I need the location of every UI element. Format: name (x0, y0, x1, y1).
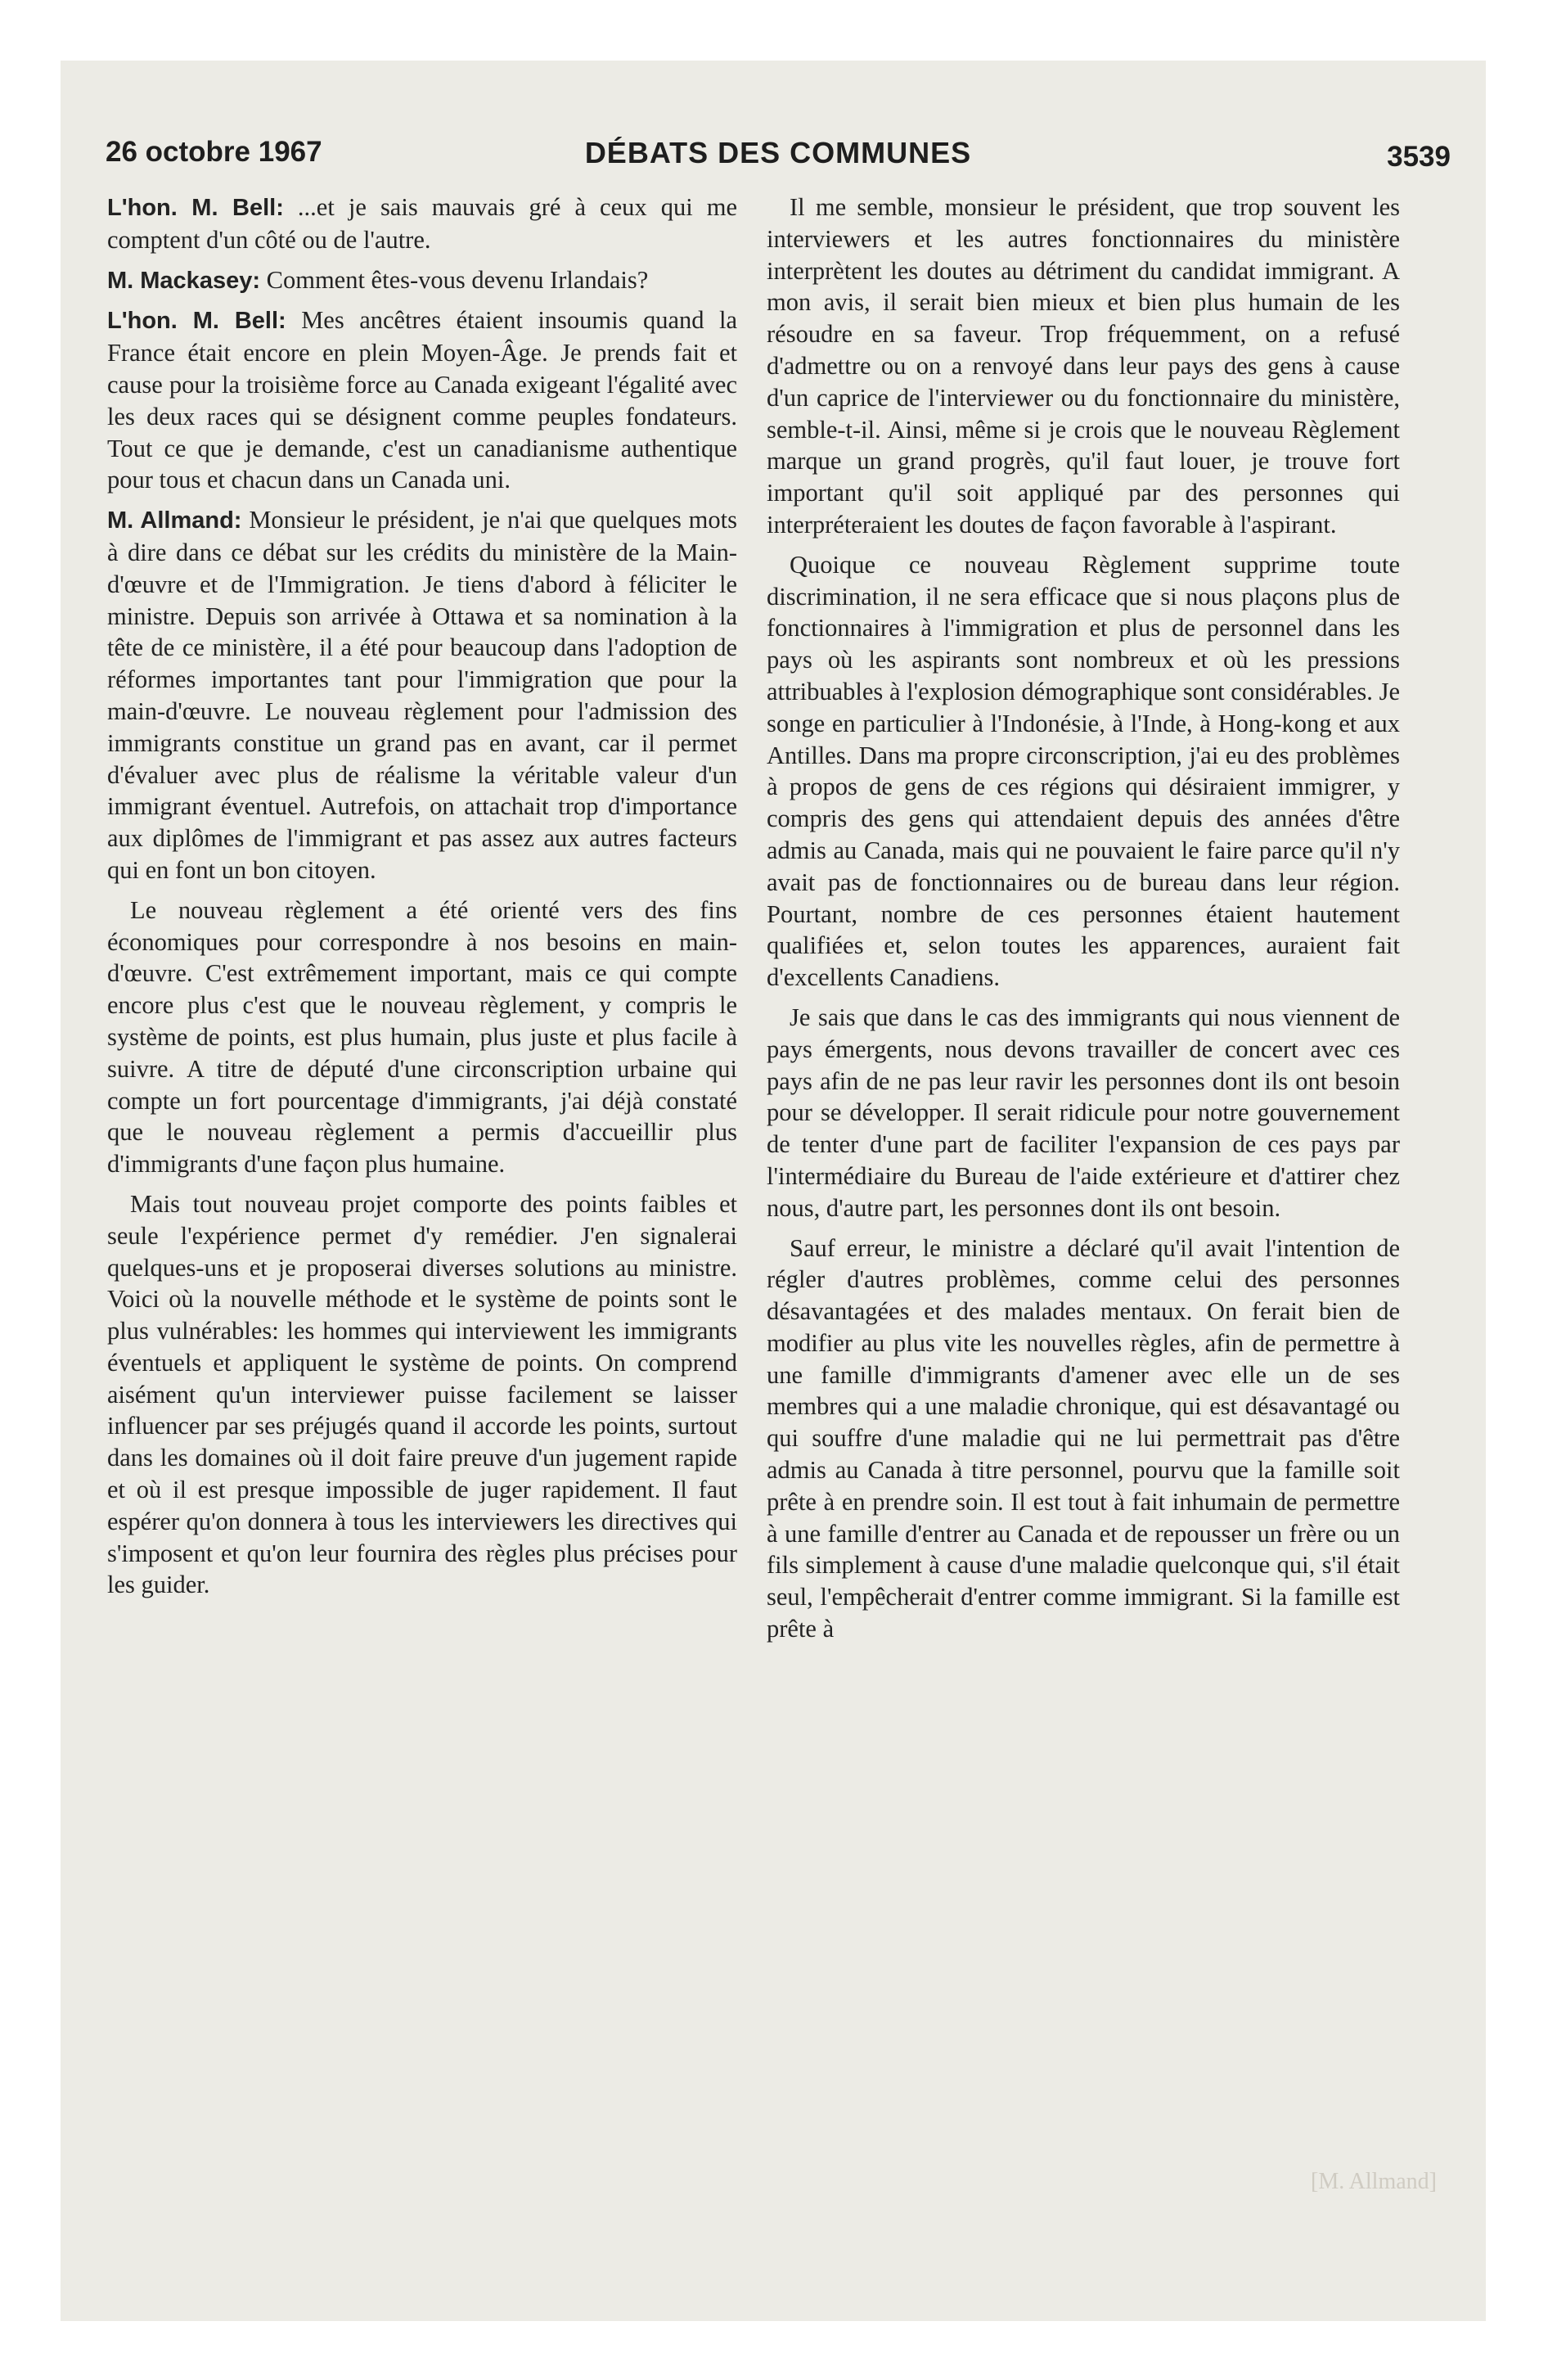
scanned-page (61, 61, 1486, 2321)
paragraph (107, 304, 737, 496)
speaker-name: L'hon. M. Bell: (107, 308, 286, 335)
paragraph (107, 264, 737, 297)
speech-text: Comment êtes-vous devenu Irlandais? (266, 265, 649, 294)
paragraph: Quoique ce nouveau Règlement supprime toute discrimination, il ne sera efficace que si nous plaçons plus de fonctionnaires à l'immigration et plus de personnel dans les pays où les aspirants sont nombreux et où les pressions attribuables à l'explosion démographique sont considérables. Je songe en particulier à l'Indonésie, à l'Inde, à Hong-kong et aux Antilles. Dans ma propre circonscription, j'ai eu des problèmes à propos de gens de ces régions qui désiraient immigrer, y compris des gens qui attendaient depuis des années d'être admis au Canada, mais qui ne pouvaient le faire parce qu'il n'y avait pas de fonctionnaires ou de bureau dans leur région. Pourtant, nombre de ces personnes étaient hautement qualifiées et, selon toutes les apparences, auraient fait d'excellents Canadiens. (767, 550, 1400, 992)
header-date: 26 octobre 1967 (106, 136, 322, 168)
paragraph (107, 192, 737, 256)
paragraph: Il me semble, monsieur le président, que trop souvent les interviewers et les autres fonctionnaires du ministère interprètent les doutes au détriment du candidat immigrant. A mon avis, il serait bien mieux et bien plus humain de les résoudre en sa faveur. Trop fréquemment, on a refusé d'admettre ou on a renvoyé dans leur pays des gens à cause d'un caprice de l'interviewer ou du fonctionnaire du ministère, semble-t-il. Ainsi, même si je crois que le nouveau Règlement marque un grand progrès, qu'il faut louer, je trouve fort important qu'il soit appliqué par des personnes qui interpréteraient les doutes de façon favorable à l'aspirant. (767, 193, 1400, 539)
right-column (767, 192, 1400, 1653)
header-title: DÉBATS DES COMMUNES (584, 136, 972, 169)
speech-text: Mes ancêtres étaient insoumis quand la France était encore en plein Moyen-Âge. Je prends fait et cause pour la troisième force au Canada exigeant l'égalité avec les deux races qui se désignent comme peuples fondateurs. Tout ce que je demande, c'est un canadianisme authentique pour tous et chacun dans un Canada uni. (107, 306, 738, 494)
bleed-through-speaker-note: [M. Allmand] (1311, 2169, 1437, 2194)
paragraph (107, 504, 737, 886)
paragraph: Mais tout nouveau projet comporte des points faibles et seule l'expérience permet d'y remédier. J'en signalerai quelques-uns et je proposerai diverses solutions au ministre. Voici où la nouvelle méthode et le système de points sont le plus vulnérables: les hommes qui interviewent les immigrants éventuels et appliquent le système de points. On comprend aisément qu'un interviewer puisse facilement se laisser influencer par ses préjugés quand il accorde les points, surtout dans les domaines où il doit faire preuve d'un jugement rapide et où il est presque impossible de juger rapidement. Il faut espérer qu'on donnera à tous les interviewers les directives qui s'imposent et qu'on leur fournira des règles plus précises pour les guider. (107, 1189, 737, 1599)
paragraph: Je sais que dans le cas des immigrants qui nous viennent de pays émergents, nous devons travailler de concert avec ces pays afin de ne pas leur ravir les personnes dont ils ont besoin pour se développer. Il serait ridicule pour notre gouvernement de tenter d'une part de faciliter l'expansion de ces pays par l'intermédiaire du Bureau de l'aide extérieure et d'attirer chez nous, d'autre part, les personnes dont ils ont besoin. (767, 1003, 1400, 1222)
speaker-name: M. Mackasey: (107, 267, 260, 294)
paragraph: Le nouveau règlement a été orienté vers des fins économiques pour correspondre à nos besoins en main-d'œuvre. C'est extrêmement important, mais ce qui compte encore plus c'est que le nouveau règlement, y compris le système de points, est plus humain, plus juste et plus facile à suivre. A titre de député d'une circonscription urbaine qui compte un fort pourcentage d'immigrants, j'ai déjà constaté que le nouveau règlement a permis d'accueillir plus d'immigrants d'une façon plus humaine. (107, 895, 737, 1179)
speech-text: ...et je sais mauvais gré à ceux qui me comptent d'un côté ou de l'autre. (107, 193, 737, 254)
left-column (107, 192, 737, 1609)
speaker-name: L'hon. M. Bell: (107, 195, 284, 221)
speech-text: Monsieur le président, je n'ai que quelques mots à dire dans ce débat sur les crédits du ministère de la Main-d'œuvre et de l'Immigration. Je tiens d'abord à féliciter le ministre. Depuis son arrivée à Ottawa et sa nomination à la tête de ce ministère, il a été pour beaucoup dans l'adoption de réformes importantes tant pour l'immigration que pour la main-d'œuvre. Le nouveau règlement pour l'admission des immigrants constitue un grand pas en avant, car il permet d'évaluer avec plus de réalisme la véritable valeur d'un immigrant éventuel. Autrefois, on attachait trop d'importance aux diplômes de l'immigrant et pas assez aux autres facteurs qui en font un bon citoyen. (107, 506, 738, 884)
page-number: 3539 (1387, 141, 1451, 173)
paragraph: Sauf erreur, le ministre a déclaré qu'il avait l'intention de régler d'autres problèmes, comme celui des personnes désavantagées et des malades mentaux. On ferait bien de modifier au plus vite les nouvelles règles, afin de permettre à une famille d'immigrants d'amener avec elle un de ses membres qui a une maladie chronique, qui est désavantagé ou qui souffre d'une maladie qui ne lui permettrait pas d'être admis au Canada à titre personnel, pourvu que la famille soit prête à en prendre soin. Il est tout à fait inhumain de permettre à une famille d'entrer au Canada et de repousser un frère ou un fils simplement à cause d'une maladie quelconque qui, s'il était seul, l'empêcherait d'entrer comme immigrant. Si la famille est prête à (767, 1233, 1400, 1643)
speaker-name: M. Allmand: (107, 507, 242, 534)
page-header (106, 136, 1451, 185)
